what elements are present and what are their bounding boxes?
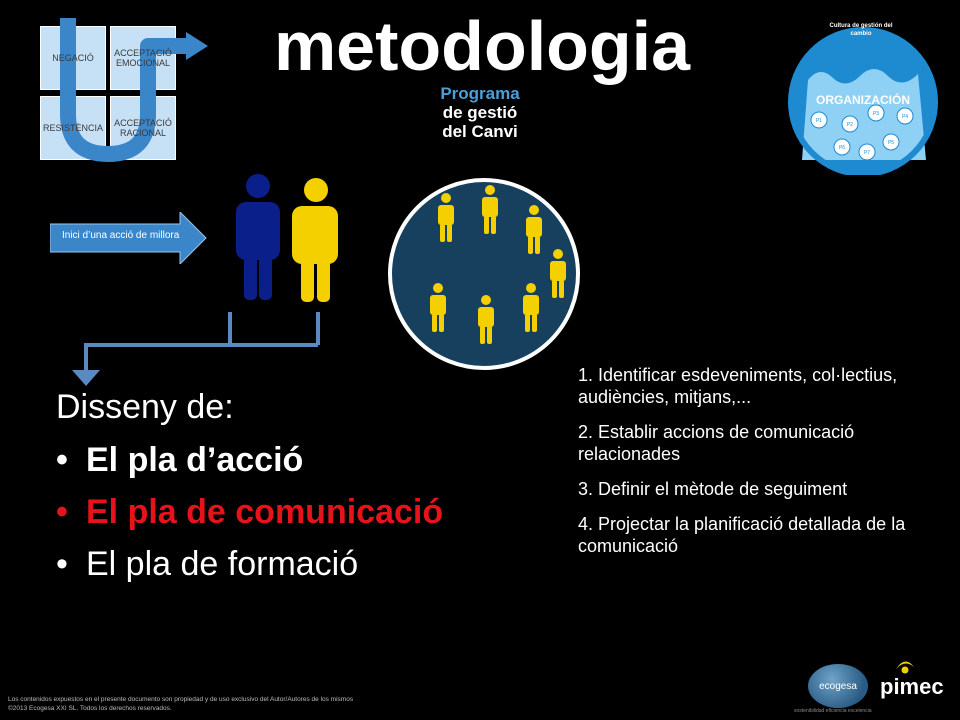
footer-line-2: ©2013 Ecogesa XXI SL. Todos los derechos reservados. xyxy=(8,705,172,712)
programa-line-2: de gestió xyxy=(442,103,518,122)
org-top-text: Cultura de gestión del cambio xyxy=(829,23,893,37)
step-item: 1. Identificar esdeveniments, col·lectius, audiències, mitjans,... xyxy=(578,365,898,407)
cell-negacio: NEGACIÓ xyxy=(40,26,106,90)
org-node-p3: P3 xyxy=(872,111,880,117)
footer-legal xyxy=(8,695,478,713)
cell-resistencia: RESISTÈNCIA xyxy=(40,96,106,160)
ecogesa-logo: ecogesa xyxy=(808,664,868,708)
org-node-p2: P2 xyxy=(846,122,854,128)
list-item-pla-formacio: • El pla de formació xyxy=(56,538,443,590)
org-node-p5: P5 xyxy=(887,140,895,146)
team-circle-graphic xyxy=(386,176,582,372)
team-pair-graphic xyxy=(60,170,360,390)
step-item: 3. Definir el mètode de seguiment xyxy=(578,479,848,499)
step-item: 4. Projectar la planificació detallada de la comunicació xyxy=(578,514,906,556)
steps-list xyxy=(578,364,950,570)
person-yellow-icon xyxy=(292,178,338,302)
disseny-heading: Disseny de: xyxy=(56,388,234,426)
organization-graphic xyxy=(788,10,938,175)
disseny-list xyxy=(56,434,443,590)
org-node-p1: P1 xyxy=(815,118,823,124)
org-node-p4: P4 xyxy=(901,114,909,120)
programa-line-1: Programa xyxy=(440,84,520,103)
list-item-pla-comunicacio: • El pla de comunicació xyxy=(56,486,443,538)
down-arrow-icon xyxy=(72,370,100,386)
arrow-label: Inici d’una acció de millora xyxy=(62,230,180,241)
cell-acceptacio-emocional: ACCEPTACIÓ EMOCIONAL xyxy=(110,26,176,90)
pimec-logo: pimec xyxy=(880,674,944,699)
list-item-pla-accio: • El pla d’acció xyxy=(56,434,443,486)
ecogesa-tagline: sostenibilidad eficiencia excelencia xyxy=(794,708,872,714)
programa-line-3: del Canvi xyxy=(442,122,518,141)
change-curve-arrow xyxy=(38,24,228,174)
cell-acceptacio-racional: ACCEPTACIÓ RACIONAL xyxy=(110,96,176,160)
page-title: metodologia xyxy=(273,7,691,85)
org-node-p7: P7 xyxy=(863,150,871,156)
programa-subtitle xyxy=(418,84,542,141)
step-item: 2. Establir accions de comunicació relacionades xyxy=(578,422,855,464)
org-label: ORGANIZACIÓN xyxy=(816,93,910,107)
person-navy-icon xyxy=(236,174,280,300)
change-curve-diagram xyxy=(38,24,178,164)
footer-line-1: Los contenidos expuestos en el presente documento son propiedad y de uso exclusivo del Autor/Autores de los mismos xyxy=(8,696,354,703)
org-node-p6: P6 xyxy=(838,145,846,151)
pimec-logo-mark-icon xyxy=(894,659,914,675)
